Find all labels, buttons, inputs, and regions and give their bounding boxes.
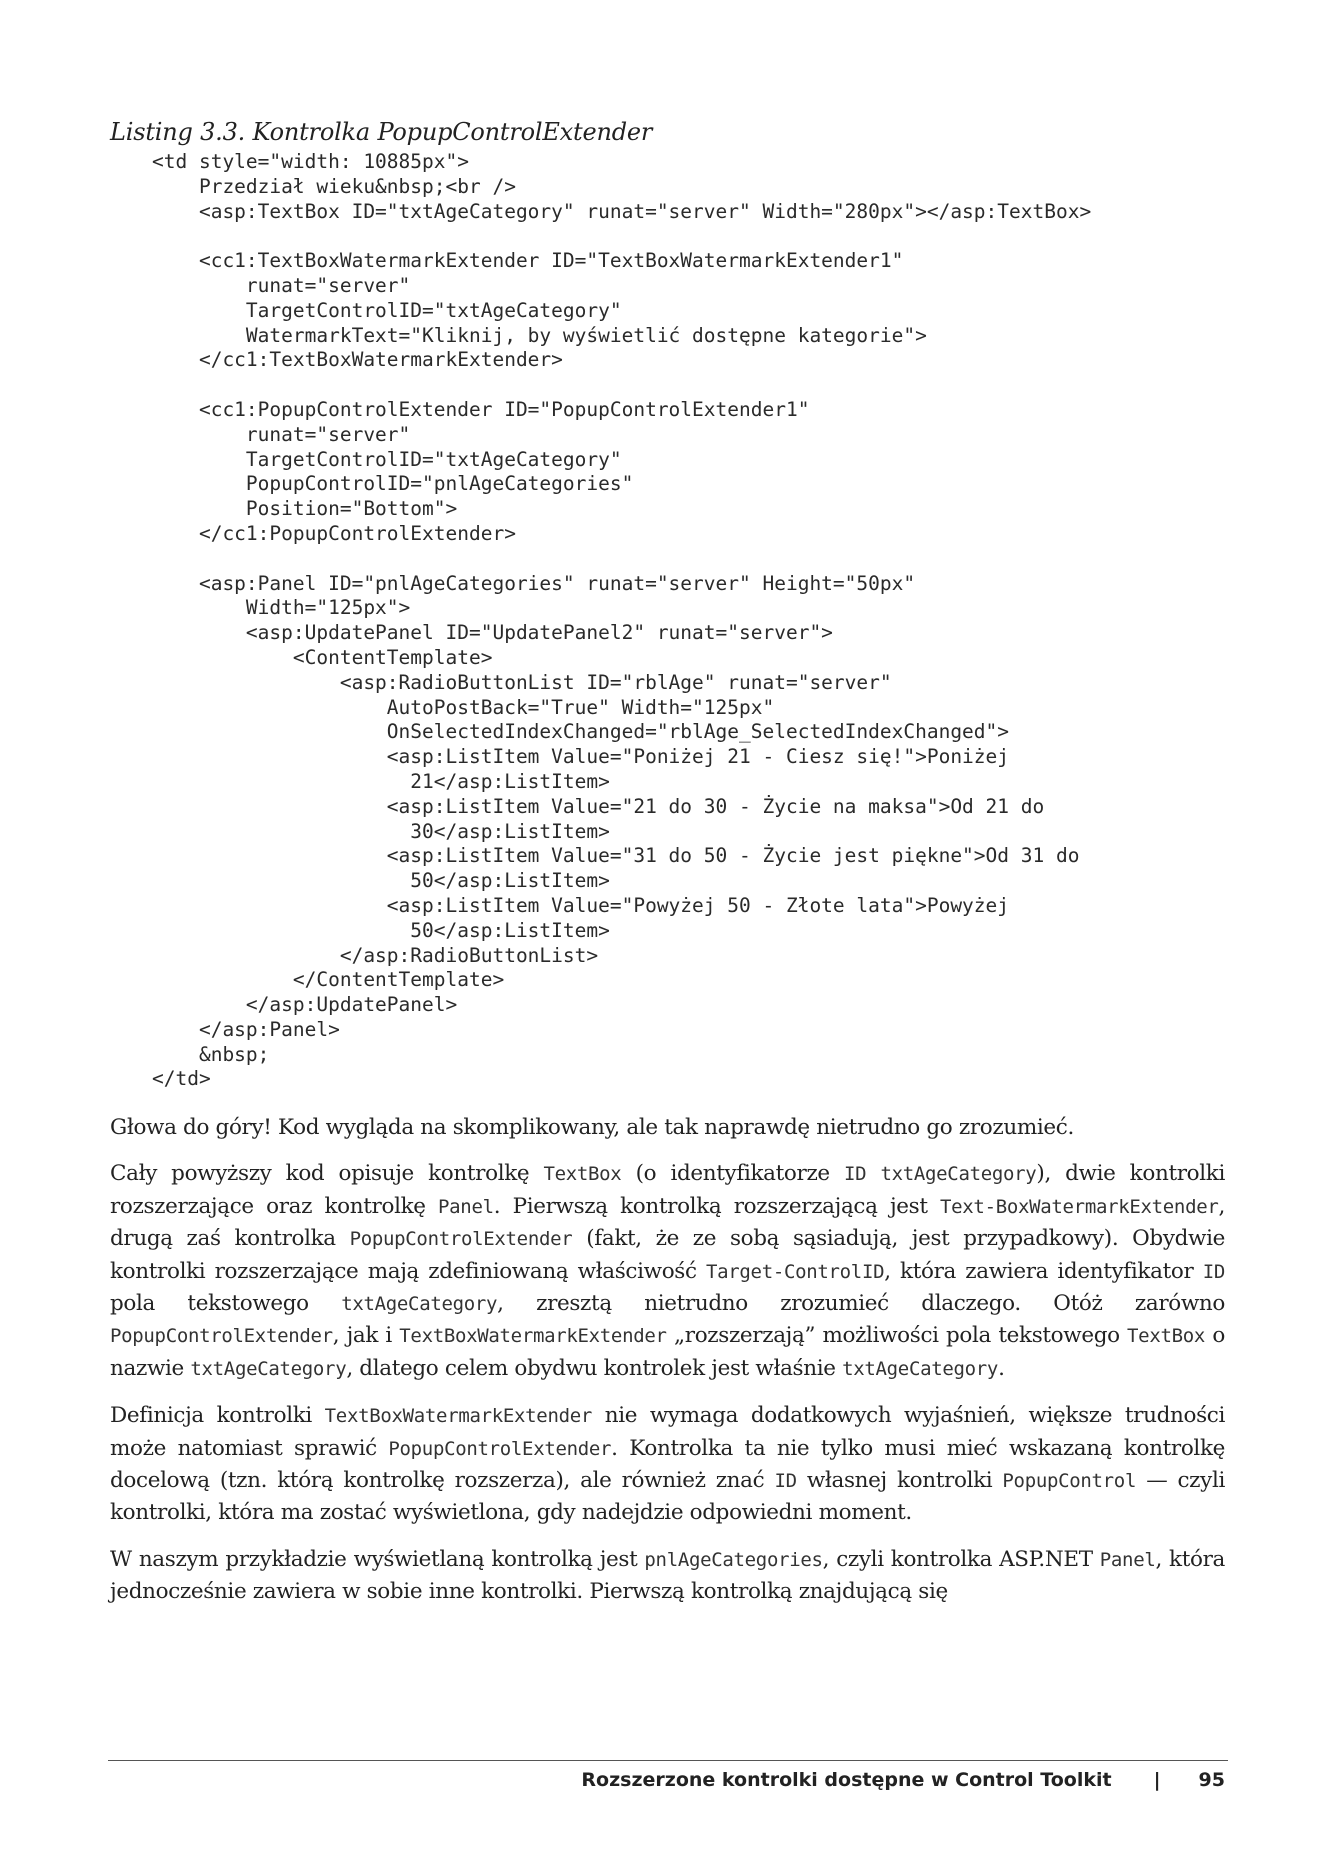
inline-code: ID [1202,1260,1225,1283]
code-line: <asp:ListItem Value="Powyżej 50 - Złote lata">Powyżej [152,893,1010,917]
code-line: </cc1:PopupControlExtender> [152,521,516,545]
code-line: &nbsp; [152,1042,270,1066]
text-run: . Pierwszą kontrolką rozszerzającą jest [493,1193,941,1219]
inline-code: ID [774,1470,797,1493]
inline-code: pnlAgeCategories [644,1548,823,1571]
code-line: </asp:Panel> [152,1017,340,1041]
code-line: </asp:UpdatePanel> [152,993,458,1017]
text-run: , która jednocześnie zawiera w sobie inne kontrolki. Pierwszą kontrolką znajdującą się [110,1546,1225,1605]
inline-code: txtAgeCategory [880,1163,1037,1186]
text-run: , dlatego celem obydwu kontrolek jest właśnie [346,1355,843,1381]
text-run: pola tekstowego [110,1291,342,1317]
code-line: TargetControlID="txtAgeCategory" [152,447,622,471]
paragraph [110,1158,1225,1385]
code-line: <cc1:TextBoxWatermarkExtender ID="TextBoxWatermarkExtender1" [152,249,904,273]
code-line: 21</asp:ListItem> [152,769,610,793]
text-run: Głowa do góry! Kod wygląda na skomplikowany, ale tak naprawdę nietrudno go zrozumieć. [110,1115,1074,1140]
text-run: (o identyfikatorze [621,1161,844,1187]
code-line: <cc1:PopupControlExtender ID="PopupControlExtender1" [152,397,810,421]
code-line: </ContentTemplate> [152,968,505,992]
paragraph [110,1544,1225,1608]
code-line: <asp:ListItem Value="Poniżej 21 - Ciesz się!">Poniżej [152,745,1010,769]
text-run: ), dwie kontrolki rozszerzające oraz kontrolkę [110,1161,1225,1219]
code-line [152,373,1091,398]
code-line: Position="Bottom"> [152,497,458,521]
inline-code: txtAgeCategory [842,1357,999,1380]
inline-code: PopupControlExtender [110,1325,333,1348]
inline-code: TextBoxWatermarkExtender [399,1325,667,1348]
text-run: W naszym przykładzie wyświetlaną kontrolką jest [110,1546,645,1572]
inline-code: PopupControl [1002,1470,1137,1493]
code-line: <asp:ListItem Value="21 do 30 - Życie na maksa">Od 21 do [152,794,1045,818]
code-line: 30</asp:ListItem> [152,819,610,843]
text-run: — czyli kontrolki, która ma zostać wyświetlona, gdy nadejdzie odpowiedni moment. [110,1468,1225,1526]
inline-code: txtAgeCategory [341,1293,498,1316]
text-run: . Kontrolka ta nie tylko musi mieć wskazaną kontrolkę docelową (tzn. którą kontrolkę rozszerza), ale również znać [110,1435,1225,1494]
text-run: , drugą zaś kontrolka [110,1193,1225,1252]
code-line: <td style="width: 10885px"> [152,150,469,173]
code-line: </asp:RadioButtonList> [152,943,599,967]
code-line: PopupControlID="pnlAgeCategories" [152,472,634,496]
code-line: </cc1:TextBoxWatermarkExtender> [152,348,563,372]
code-line: Przedział wieku&nbsp;<br /> [152,174,516,198]
code-line: <ContentTemplate> [152,645,493,669]
text-run: . [998,1355,1005,1381]
code-line: WatermarkText="Kliknij, by wyświetlić dostępne kategorie"> [152,323,927,347]
body-text [110,1112,1225,1623]
text-run: , zresztą nietrudno zrozumieć dlaczego. Otóż zarówno [497,1291,1225,1317]
inline-code: Panel [1099,1548,1156,1571]
code-line: 50</asp:ListItem> [152,869,610,893]
inline-code: txtAgeCategory [190,1357,347,1380]
footer-chapter-title: Rozszerzone kontrolki dostępne w Control Toolkit [581,1769,1112,1791]
inline-code: TextBox [543,1163,622,1186]
listing-caption: Listing 3.3. Kontrolka PopupControlExtender [110,118,653,146]
inline-code: ID [844,1163,867,1186]
paragraph [110,1112,1225,1143]
inline-code: PopupControlExtender [349,1228,573,1251]
text-run: Definicja kontrolki [110,1403,325,1429]
code-line: <asp:UpdatePanel ID="UpdatePanel2" runat="server"> [152,621,833,645]
code-line: runat="server" [152,422,411,446]
code-line [152,547,1091,572]
text-run: (fakt, że ze sobą sąsiadują, jest przypadkowy). Obydwie kontrolki rozszerzające mają zdefiniowaną właściwość [110,1226,1225,1284]
code-line: 50</asp:ListItem> [152,918,610,942]
footer-separator: | [1153,1769,1161,1791]
code-line: <asp:ListItem Value="31 do 50 - Życie jest piękne">Od 31 do [152,844,1080,868]
inline-code: TextBox [1127,1325,1206,1348]
code-line: OnSelectedIndexChanged="rblAge_SelectedIndexChanged"> [152,720,1010,744]
text-run: , która zawiera identyfikator [884,1258,1203,1284]
page-footer [581,1769,1225,1791]
code-line: <asp:Panel ID="pnlAgeCategories" runat="server" Height="50px" [152,571,916,595]
code-line: AutoPostBack="True" Width="125px" [152,695,775,719]
text-run: własnej kontrolki [796,1468,1003,1494]
inline-code: PopupControlExtender [388,1437,612,1460]
text-run: o nazwie [110,1323,1225,1381]
code-line [152,224,1091,249]
footer-rule [108,1760,1228,1761]
code-line: <asp:TextBox ID="txtAgeCategory" runat="server" Width="280px"></asp:TextBox> [152,199,1092,223]
text-run [866,1161,880,1186]
paragraph [110,1400,1225,1529]
code-line: </td> [152,1067,211,1091]
inline-code: Target-ControlID [706,1260,885,1283]
text-run: , jak i [332,1323,400,1349]
inline-code: Text-BoxWatermarkExtender [940,1195,1219,1218]
text-run: Cały powyższy kod opisuje kontrolkę [110,1161,544,1187]
text-run: nie wymaga dodatkowych wyjaśnień, większe trudności może natomiast sprawić [110,1403,1225,1461]
text-run: „rozszerzają” możliwości pola tekstowego [666,1323,1128,1349]
code-line: runat="server" [152,273,411,297]
code-line: Width="125px"> [152,596,411,620]
inline-code: TextBoxWatermarkExtender [324,1405,593,1428]
inline-code: Panel [438,1195,494,1218]
code-line: TargetControlID="txtAgeCategory" [152,298,622,322]
page-number: 95 [1198,1769,1225,1791]
code-line: <asp:RadioButtonList ID="rblAge" runat="server" [152,670,892,694]
code-listing [152,150,1091,1092]
text-run: , czyli kontrolka ASP.NET [822,1546,1100,1572]
